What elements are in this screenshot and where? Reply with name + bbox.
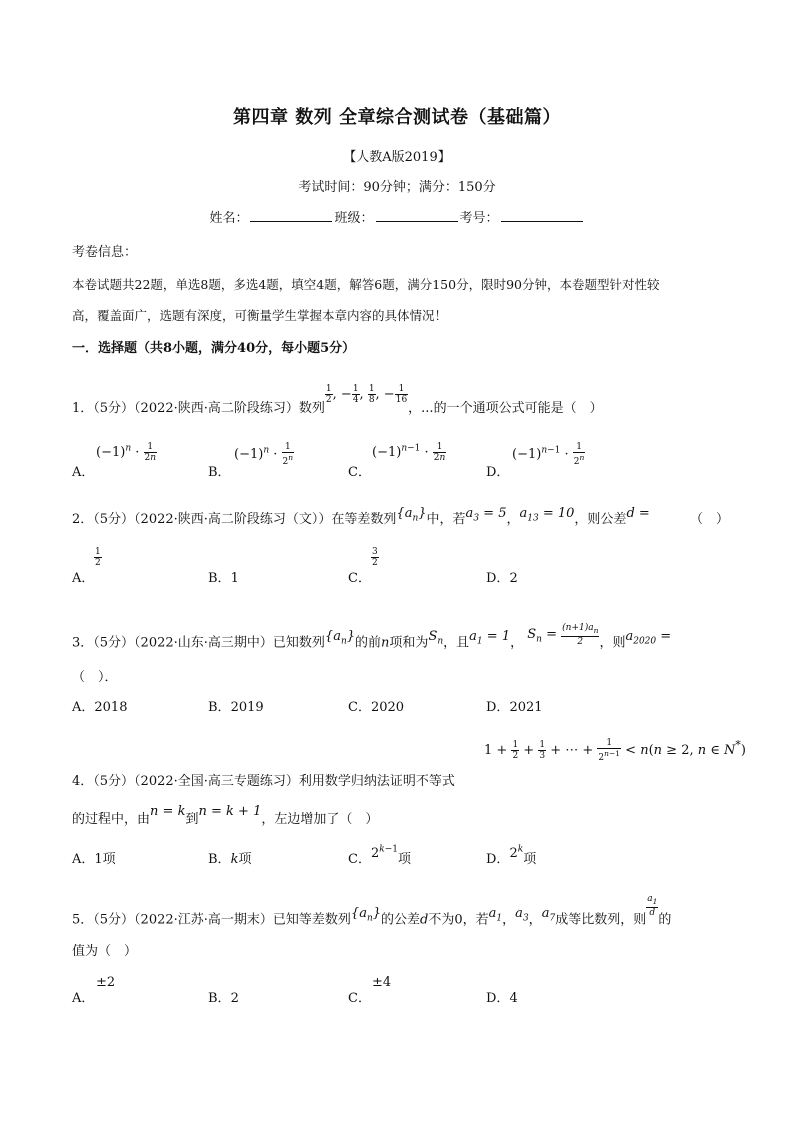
q3-a1: $a_1 = 1$ [469,629,511,647]
q3-text-5: ，则 [599,635,626,651]
q5-option-c: ±4 [372,975,392,990]
q5-an: $\{a_n\}$ [350,906,382,924]
q2-option-d-label[interactable]: D．2 [486,571,518,586]
q5-a1: $a_1$ [488,906,503,924]
q1-option-d: $(-1)^{n-1}$ · $\frac{1}{2^n}$ [512,442,585,467]
exam-info: 考试时间：90分钟；满分：150分 [298,180,496,195]
q5-line-2: 值为（ ） [72,944,138,959]
q1-option-c-label[interactable]: C． [348,465,371,480]
q3-formula: $S_n$ = $\frac{(n+1)a_n}{2}$ [527,623,599,647]
page-title: 第四章 数列 全章综合测试卷（基础篇） [232,107,562,128]
q4-text-1: 的过程中，由 [72,812,151,827]
q2-lead: 2．（5分）（2022·陕西·高二阶段练习（文））在等差数列 [72,512,397,527]
q2-text-1: 中，若 [426,512,466,527]
question-5: 5．（5分）（2022·江苏·高一期末）已知等差数列$\{a_n\}$的公差d不为0，若$a_1$，$a_3$，$a_7$成等比数列，则 $\frac{a_1}{d}$ 的 [72,894,672,928]
question-2 [72,508,650,530]
section-heading: 一．选择题（共8小题，满分40分，每小题5分） [72,341,356,356]
q1-option-b-label[interactable]: B． [208,465,231,480]
q3-text-4: ， [510,635,524,651]
edition-label: 【人教A版2019】 [343,150,451,165]
q3-option-c[interactable]: C．2020 [348,700,405,715]
q5-ratio: $\frac{a_1}{d}$ [647,894,658,918]
q1-option-b: $(-1)^n$ · $\frac{1}{2^n}$ [234,442,294,467]
q4-lead: 4．（5分）（2022·全国·高三专题练习）利用数学归纳法证明不等式 [72,774,455,789]
q3-a2020: $a_{2020}$ = [625,629,672,647]
q5-option-b[interactable]: B．2 [208,991,239,1006]
q1-lead: 1．（5分）（2022·陕西·高二阶段练习）数列 [72,401,325,416]
q5-a3: $a_3$ [515,906,529,924]
info-line-1: 本卷试题共22题，单选8题，多选4题，填空4题，解答6题，满分150分，限时90分钟，本卷题型针对性较 [72,277,660,292]
q4-text-3: ，左边增加了（ ） [261,812,379,827]
class-label: 班级： [334,211,374,226]
q1-tail: ，...的一个通项公式可能是（ ） [408,401,603,416]
q5-text-5: 成等比数列，则 [555,912,647,928]
q2-an: $\{a_n\}$ [396,506,427,524]
q2-tail: （ ） [690,512,730,527]
q4-n-eq-k: n = k [150,804,186,819]
q3-an: $\{a_n\}$ [324,629,356,647]
q1-option-a: $(-1)^n$ · $\frac{1}{2n}$ [96,442,157,463]
class-field[interactable] [376,209,458,222]
q4-inequality: 1 + $\frac{1}{2}$ + $\frac{1}{3}$ + ⋯ + $\frac{1}{2^{n-1}}$ < n(n ≥ 2, n ∈ N*) [484,738,746,763]
q4-option-a[interactable]: A．1项 [72,852,116,867]
q2-a13: $a_{13} = 10$ [519,506,575,524]
q5-text-3: ， [502,912,516,928]
q5-option-a-label[interactable]: A． [72,991,95,1006]
q4-text-2: 到 [185,812,199,827]
q5-a7: $a_7$ [541,906,556,924]
q3-text-3: ，且 [443,635,470,651]
id-field[interactable] [501,209,583,222]
q5-lead: 5．（5分）（2022·江苏·高一期末）已知等差数列 [72,912,351,928]
q2-option-a: $\frac{1}{2}$ [95,547,101,568]
q5-text-2: 不为0，若 [428,912,489,928]
q1-option-c: $(-1)^{n-1}$ · $\frac{1}{2n}$ [372,442,446,463]
q3-sn: $S_n$ [428,629,444,647]
q2-d: d = [626,506,650,521]
q3-text-1: 的前 [355,635,382,651]
q4-line-2 [72,804,379,827]
q2-option-c: $\frac{3}{2}$ [372,547,378,568]
q3-option-b[interactable]: B．2019 [208,700,264,715]
name-label: 姓名： [209,211,249,226]
question-1 [72,384,603,419]
q1-option-a-label[interactable]: A． [72,465,95,480]
q5-text-6: 的 [658,912,672,928]
q5-text-1: 的公差 [381,912,421,928]
q3-option-d[interactable]: D．2021 [486,700,543,715]
q3-lead: 3．（5分）（2022·山东·高三期中）已知数列 [72,635,325,651]
q3-line-2: （ ）． [72,670,118,685]
q5-option-d[interactable]: D．4 [486,991,518,1006]
q2-a3: $a_3 = 5$ [465,506,507,524]
info-line-2: 高，覆盖面广，选题有深度，可衡量学生掌握本章内容的具体情况！ [72,308,448,323]
q4-option-b[interactable]: B．k项 [208,852,252,867]
q2-text-2: ， [506,512,520,527]
q1-option-d-label[interactable]: D． [486,465,510,480]
q5-text-4: ， [528,912,542,928]
q3-text-2: 项和为 [389,635,429,651]
q4-option-c[interactable]: C．$2^{k-1}$项 [348,844,411,867]
q4-option-d[interactable]: D．2$^k$项 [486,844,537,867]
id-label: 考号： [459,211,499,226]
q2-text-3: ，则公差 [574,512,627,527]
q4-n-eq-k1: n = k + 1 [198,804,262,819]
q1-sequence: $\frac{1}{2}$ , − $\frac{1}{4}$ , $\frac{1}{8}$ , − $\frac{1}{16}$ [325,384,408,405]
q2-option-c-label[interactable]: C． [348,571,371,586]
q5-option-a: ±2 [96,975,116,990]
question-3: 3．（5分）（2022·山东·高三期中）已知数列$\{a_n\}$的前n项和为$S_n$，且$a_1 = 1$， $S_n$ = $\frac{(n+1)a_n}{2}$ ，则$a_{2020}$ = [72,623,672,651]
q5-option-c-label[interactable]: C． [348,991,371,1006]
student-fields [0,207,794,226]
q2-option-b-label[interactable]: B．1 [208,571,239,586]
q2-option-a-label[interactable]: A． [72,571,95,586]
name-field[interactable] [250,209,332,222]
q3-option-a[interactable]: A．2018 [72,700,128,715]
info-heading: 考卷信息： [72,245,138,260]
